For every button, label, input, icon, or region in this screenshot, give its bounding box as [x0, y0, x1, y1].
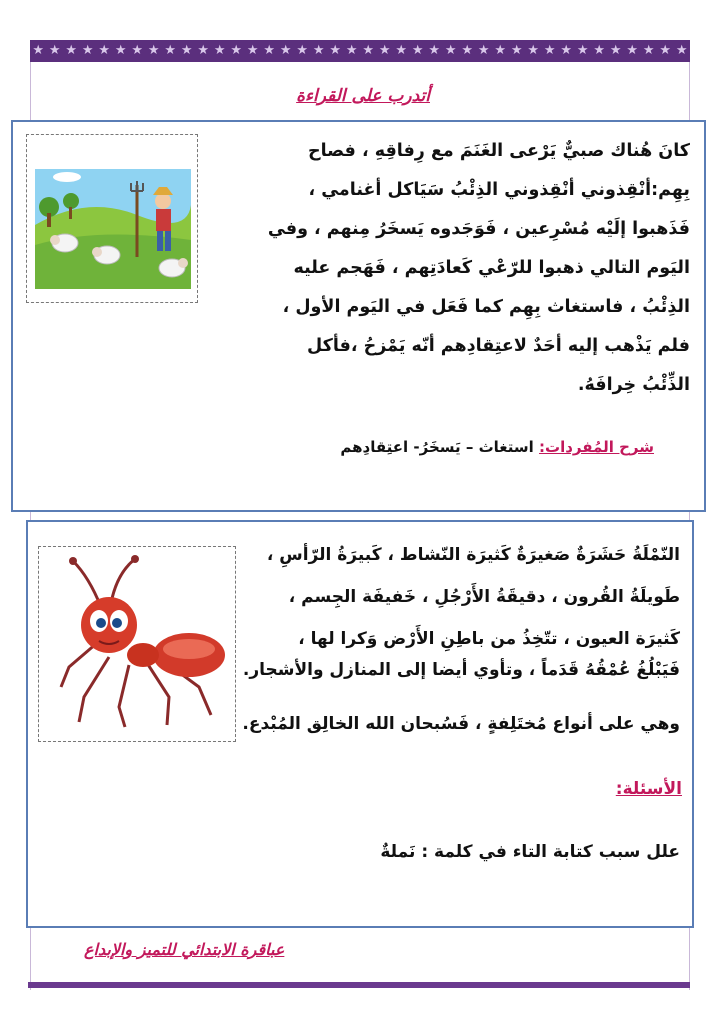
decorative-star-border: ★ ★ ★ ★ ★ ★ ★ ★ ★ ★ ★ ★ ★ ★ ★ ★ ★ ★ ★ ★ ★ ★ ★ ★ ★ ★ ★ ★ ★ ★ ★ ★ ★ ★ ★ ★ ★ ★ ★ ★ [30, 40, 690, 62]
story-line: الذِّئْبُ خِرافَهُ. [577, 375, 690, 395]
story-line: اليَوم التالي ذهبوا للرّعْي كَعادَتِهم ، فَهَجم عليه [293, 258, 690, 278]
page-title: أتدرب على القراءة [296, 86, 430, 106]
questions-heading: الأسئلة: [615, 779, 682, 799]
story-line: الذِئْبُ ، فاستغاث بِهِم كما فَعَل في اليَوم الأول ، [282, 297, 690, 317]
story-box [11, 120, 706, 512]
story-line: كانَ هُناك صبيٌّ يَرْعى الغَنَمَ مع رِفاقِهِ ، فصاح [307, 141, 690, 161]
farm-shepherd-illustration [26, 134, 198, 303]
farm-scene-icon [27, 135, 197, 302]
vocabulary-words: استغاث – يَسخَرُ- اعتِقادِهم [340, 438, 534, 456]
ant-line: طَويلَةُ القُرون ، دقيقَةُ الأَرْجُلِ ، خَفيفَة الجِسم ، [288, 587, 680, 607]
bottom-divider [28, 982, 690, 988]
question-item: علل سبب كتابة التاء في كلمة : نَملةٌ [380, 842, 680, 862]
footer-credit: عباقرة الابتدائي للتميز والإبداع [84, 940, 285, 959]
ant-paragraph [240, 534, 680, 660]
vocabulary-label: شرح المُفردات: [539, 438, 654, 456]
ant-line: كَثيرَة العيون ، تتّخِذُ من باطِنِ الأَرْض وَكرا لها ، [298, 629, 680, 649]
ant-line-full: فَيَبْلُغُ عُمْقُهُ قَدَماً ، وتأوي أيضا إلى المنازل والأشجار. [242, 660, 680, 680]
ant-illustration [38, 546, 236, 742]
story-line: فَذَهبوا إلَيْه مُسْرِعين ، فَوَجَدوه يَسخَرُ مِنهم ، وفي [267, 219, 690, 239]
story-line: فلم يَذْهب إليه أحَدٌ لاعتِقادِهم أنّه يَمْزحُ ،فأكل [307, 336, 690, 356]
ant-closing-line: وهي على أنواع مُختَلِفةٍ ، فَسُبحان الله الخالِق المُبْدع. [242, 714, 680, 734]
ant-passage-box [26, 520, 694, 928]
ant-line: النّمْلَةُ حَشَرَةٌ صَغيرَةٌ كَثيرَة النّشاط ، كَبيرَةُ الرّأسِ ، [266, 545, 680, 565]
story-paragraph [225, 132, 690, 405]
story-line: بِهِم:أنْقِذوني أنْقِذوني الذِئْبُ سَيَاكل أغنامي ، [308, 180, 690, 200]
ant-icon [39, 547, 235, 741]
vocabulary-line [340, 438, 654, 456]
